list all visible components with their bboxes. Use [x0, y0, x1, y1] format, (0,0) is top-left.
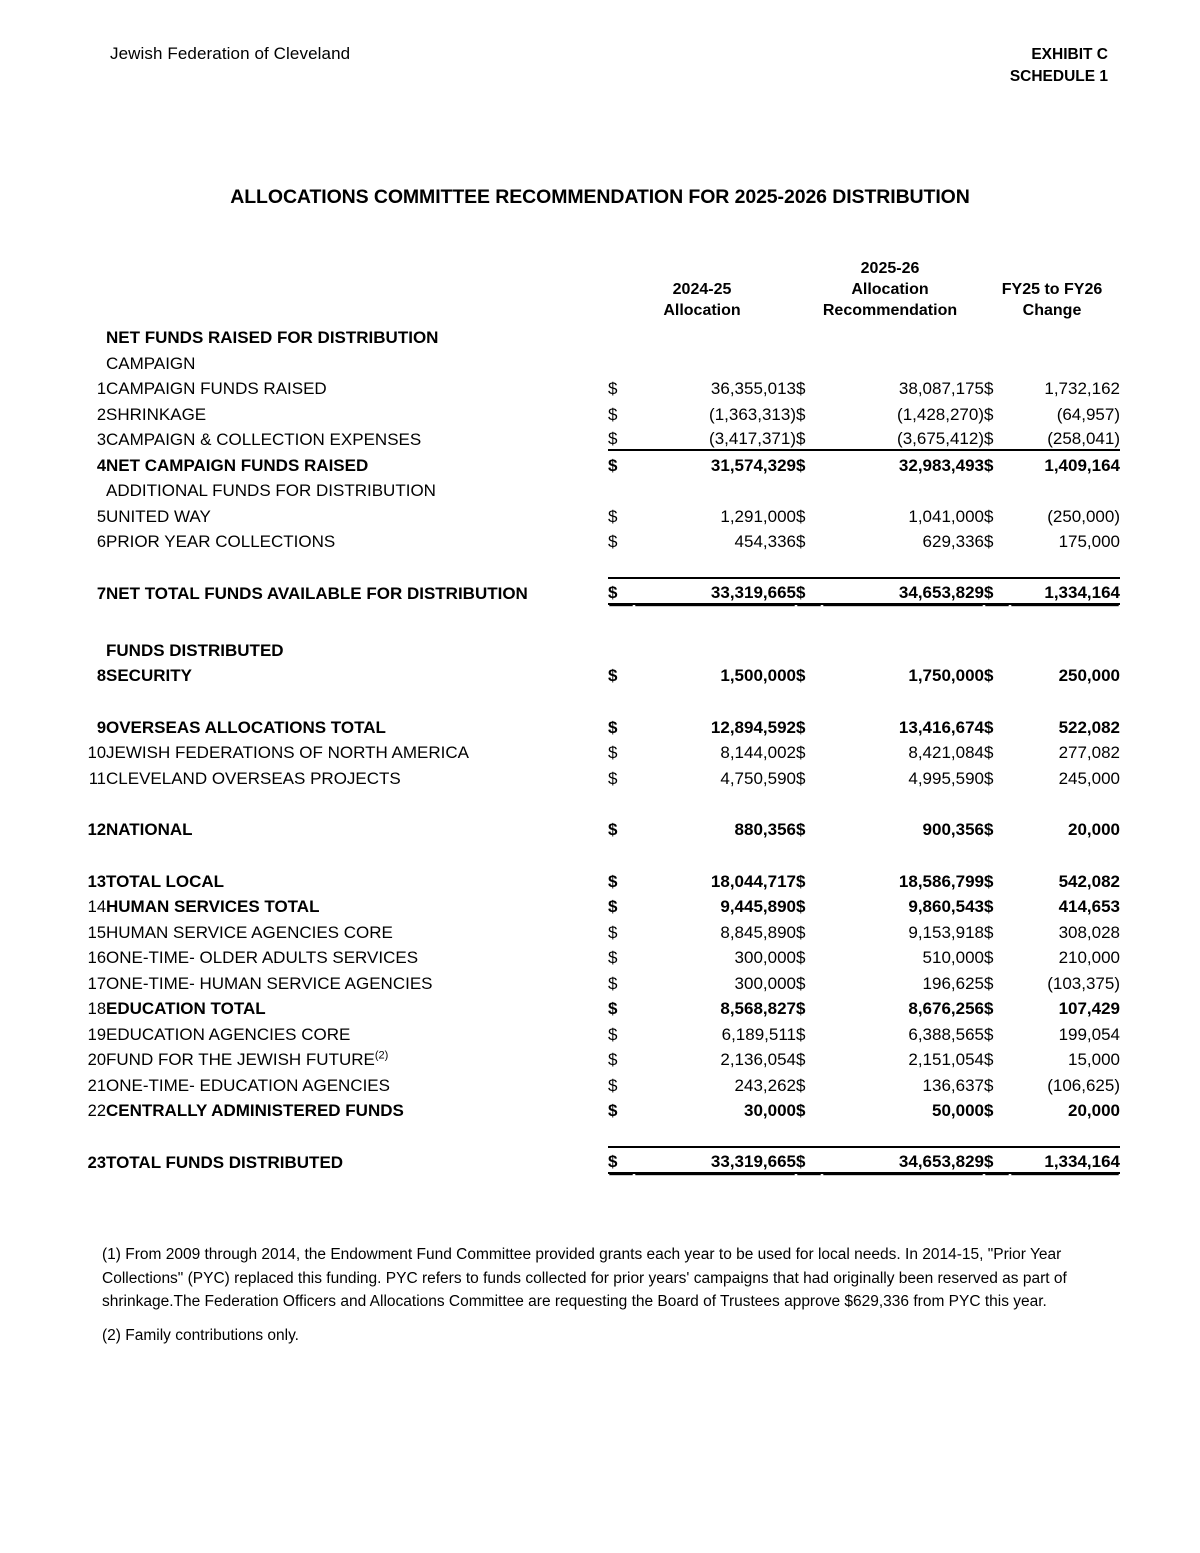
currency-symbol: $ [984, 999, 994, 1018]
currency-symbol: $ [608, 1075, 618, 1095]
exhibit-label: EXHIBIT C [1031, 46, 1108, 63]
row-number: 7 [96, 584, 106, 603]
row-label: PRIOR YEAR COLLECTIONS [106, 532, 336, 551]
spacer [80, 840, 1120, 866]
value-change: 1,334,164 [1010, 578, 1120, 604]
col1-line1: 2024-25 [672, 280, 732, 298]
currency-symbol: $ [984, 717, 994, 737]
value-change: 107,429 [1058, 999, 1121, 1018]
row-number: 17 [87, 974, 106, 993]
row-number: 2 [96, 405, 106, 424]
currency-symbol: $ [608, 578, 634, 604]
currency-symbol: $ [796, 404, 806, 424]
row-number: 5 [96, 507, 106, 526]
currency-symbol: $ [796, 743, 806, 762]
value-2025-26: 136,637 [922, 1075, 984, 1095]
table-row [80, 1096, 1120, 1122]
currency-symbol: $ [796, 532, 806, 551]
currency-symbol: $ [608, 871, 618, 891]
row-number: 22 [87, 1102, 106, 1120]
row-label: CAMPAIGN & COLLECTION EXPENSES [106, 430, 422, 449]
col2-line1: 2025-26 [860, 259, 920, 277]
row-label: CENTRALLY ADMINISTERED FUNDS [106, 1101, 404, 1120]
currency-symbol: $ [984, 897, 994, 916]
subsection-heading-row [80, 348, 1120, 374]
currency-symbol: $ [796, 871, 806, 891]
currency-symbol: $ [984, 1050, 994, 1069]
value-2024-25: 300,000 [734, 973, 796, 993]
value-2025-26: 629,336 [922, 532, 984, 551]
value-2024-25: 454,336 [734, 532, 796, 551]
value-2025-26: 1,041,000 [908, 506, 984, 526]
value-2025-26: 9,153,918 [908, 922, 984, 942]
table-row-total [80, 578, 1120, 604]
row-label: JEWISH FEDERATIONS OF NORTH AMERICA [106, 743, 470, 762]
row-number: 13 [87, 872, 106, 891]
value-change: 1,334,164 [1010, 1147, 1120, 1173]
table-row [80, 374, 1120, 400]
currency-symbol: $ [796, 379, 806, 398]
footnote-2: (2) Family contributions only. [102, 1326, 299, 1344]
value-2025-26: (1,428,270) [897, 404, 984, 424]
value-change: (106,625) [1047, 1075, 1121, 1095]
value-2025-26: 9,860,543 [908, 897, 984, 916]
section-heading-funds-distributed: FUNDS DISTRIBUTED [106, 640, 284, 660]
currency-symbol: $ [608, 379, 618, 398]
value-2025-26: 510,000 [922, 948, 984, 967]
row-label: ONE-TIME- OLDER ADULTS SERVICES [106, 948, 419, 967]
value-change: 1,732,162 [1044, 379, 1121, 398]
table-row [80, 866, 1120, 892]
value-2024-25: 12,894,592 [710, 717, 796, 737]
table-row [80, 994, 1120, 1020]
table-row [80, 1070, 1120, 1096]
value-2025-26: 50,000 [932, 1101, 984, 1120]
row-number: 10 [87, 744, 106, 762]
row-number: 19 [87, 1025, 106, 1044]
value-2025-26: 18,586,799 [898, 871, 984, 891]
currency-symbol: $ [984, 743, 994, 762]
row-label: SHRINKAGE [106, 404, 207, 424]
currency-symbol: $ [796, 1075, 806, 1095]
currency-symbol: $ [984, 871, 994, 891]
value-change: 250,000 [1058, 666, 1121, 685]
row-label [106, 1045, 608, 1071]
row-label: ONE-TIME- EDUCATION AGENCIES [106, 1075, 390, 1095]
table-row [80, 425, 1120, 451]
table-row [80, 399, 1120, 425]
value-2024-25: 243,262 [734, 1075, 796, 1095]
value-change: (103,375) [1047, 973, 1121, 993]
currency-symbol: $ [796, 973, 806, 993]
spacer [80, 1121, 1120, 1147]
table-row [80, 527, 1120, 553]
value-2024-25: 33,319,665 [634, 578, 796, 604]
currency-symbol: $ [984, 1147, 1010, 1173]
currency-symbol: $ [608, 532, 618, 551]
exhibit-schedule-block [1010, 44, 1108, 89]
currency-symbol: $ [984, 532, 994, 551]
value-2025-26: 32,983,493 [822, 450, 984, 476]
row-number: 15 [87, 923, 106, 942]
currency-symbol: $ [608, 1147, 634, 1173]
currency-symbol: $ [796, 948, 806, 967]
col2-line2: Allocation [851, 280, 929, 298]
row-label: CLEVELAND OVERSEAS PROJECTS [106, 768, 401, 788]
currency-symbol: $ [608, 1050, 618, 1069]
row-number: 11 [88, 769, 106, 788]
value-2024-25: 1,291,000 [720, 506, 796, 526]
value-2025-26: 8,676,256 [908, 999, 984, 1018]
table-header-row [80, 243, 1120, 321]
value-change: 414,653 [1058, 897, 1121, 916]
value-change: 15,000 [1068, 1050, 1121, 1069]
currency-symbol: $ [796, 768, 806, 788]
value-2024-25: (1,363,313) [709, 404, 796, 424]
spacer [80, 552, 1120, 578]
currency-symbol: $ [608, 948, 618, 967]
table-row-total [80, 1147, 1120, 1173]
row-number: 6 [96, 533, 106, 551]
currency-symbol: $ [796, 450, 822, 476]
col1-line2: Allocation [663, 301, 741, 319]
value-2024-25: 33,319,665 [634, 1147, 796, 1173]
value-2024-25: 31,574,329 [634, 450, 796, 476]
value-2024-25: 4,750,590 [720, 768, 796, 788]
currency-symbol: $ [608, 404, 618, 424]
page-header [110, 44, 1108, 89]
row-number: 8 [96, 667, 106, 685]
table-row [80, 917, 1120, 943]
value-2024-25: 9,445,890 [720, 897, 796, 916]
currency-symbol: $ [984, 506, 994, 526]
row-label: EDUCATION AGENCIES CORE [106, 1024, 351, 1044]
currency-symbol: $ [984, 768, 994, 788]
value-change: 20,000 [1068, 1101, 1121, 1120]
col3-line2: Change [1022, 301, 1082, 319]
table-row [80, 1045, 1120, 1071]
value-change: 199,054 [1058, 1024, 1121, 1044]
value-change: 522,082 [1058, 717, 1121, 737]
row-label: EDUCATION TOTAL [106, 999, 266, 1018]
value-2025-26: 38,087,175 [898, 379, 984, 398]
allocations-table [80, 243, 1120, 1174]
footnote-marker: (2) [374, 1049, 389, 1062]
value-2025-26: (3,675,412) [897, 429, 984, 448]
row-label: CAMPAIGN FUNDS RAISED [106, 379, 327, 398]
value-2024-25: 2,136,054 [720, 1050, 796, 1069]
row-number: 9 [96, 718, 106, 737]
row-label: TOTAL LOCAL [106, 871, 225, 891]
row-label: OVERSEAS ALLOCATIONS TOTAL [106, 717, 386, 737]
currency-symbol: $ [796, 506, 806, 526]
value-change: 542,082 [1058, 871, 1121, 891]
currency-symbol: $ [796, 1147, 822, 1173]
currency-symbol: $ [608, 429, 618, 448]
currency-symbol: $ [796, 897, 806, 916]
table-row [80, 763, 1120, 789]
row-label-text: FUND FOR THE JEWISH FUTURE [106, 1050, 375, 1069]
currency-symbol: $ [984, 429, 994, 448]
currency-symbol: $ [796, 578, 822, 604]
column-header-2024-25 [608, 243, 796, 321]
value-2025-26: 34,653,829 [822, 578, 984, 604]
value-change: 308,028 [1058, 922, 1121, 942]
currency-symbol: $ [608, 897, 618, 916]
currency-symbol: $ [608, 506, 618, 526]
currency-symbol: $ [608, 999, 618, 1018]
value-2024-25: 36,355,013 [710, 379, 796, 398]
currency-symbol: $ [796, 717, 806, 737]
schedule-label: SCHEDULE 1 [1009, 68, 1108, 86]
value-2024-25: (3,417,371) [709, 429, 796, 448]
value-2025-26: 6,388,565 [908, 1024, 984, 1044]
currency-symbol: $ [984, 948, 994, 967]
page-title: ALLOCATIONS COMMITTEE RECOMMENDATION FOR 2025-2026 DISTRIBUTION [230, 186, 970, 208]
row-label: ONE-TIME- HUMAN SERVICE AGENCIES [106, 973, 433, 993]
currency-symbol: $ [608, 717, 618, 737]
currency-symbol: $ [984, 1024, 994, 1044]
table-row [80, 1019, 1120, 1045]
value-2024-25: 8,845,890 [720, 922, 796, 942]
footnote-1: (1) From 2009 through 2014, the Endowment Fund Committee provided grants each year to be used for local needs. In 2014-15, "Prior Year Collections" (PYC) replaced this funding. PYC refers to funds collected for prior years' campaigns that had originally been reserved as part of shrinkage.The Federation Officers and Allocations Committee are requesting the Board of Trustees approve $629,336 from PYC this year. [102, 1246, 1067, 1311]
value-change: (258,041) [1047, 429, 1121, 448]
organization-name: Jewish Federation of Cleveland [110, 44, 351, 63]
value-2024-25: 18,044,717 [710, 871, 796, 891]
value-2024-25: 880,356 [734, 820, 796, 839]
row-label: NET CAMPAIGN FUNDS RAISED [106, 455, 369, 475]
spacer [80, 686, 1120, 712]
value-change: 210,000 [1058, 948, 1121, 967]
row-number: 3 [96, 431, 106, 449]
row-number: 20 [87, 1051, 106, 1069]
row-number: 21 [87, 1076, 106, 1095]
currency-symbol: $ [796, 1050, 806, 1069]
currency-symbol: $ [984, 578, 1010, 604]
spacer [80, 604, 1120, 634]
currency-symbol: $ [608, 922, 618, 942]
subsection-heading-additional-funds: ADDITIONAL FUNDS FOR DISTRIBUTION [106, 481, 436, 500]
table-row [80, 943, 1120, 969]
row-number: 16 [87, 949, 106, 967]
value-2024-25: 1,500,000 [720, 666, 796, 685]
currency-symbol: $ [796, 999, 806, 1018]
value-change: 20,000 [1068, 820, 1121, 839]
currency-symbol: $ [608, 768, 618, 788]
section-heading-row [80, 634, 1120, 661]
table-row [80, 712, 1120, 738]
row-label: TOTAL FUNDS DISTRIBUTED [106, 1152, 344, 1172]
footnotes [102, 1243, 1114, 1347]
value-change: 245,000 [1058, 768, 1121, 788]
row-number: 4 [96, 456, 106, 475]
row-label: NATIONAL [106, 820, 193, 839]
value-2024-25: 300,000 [734, 948, 796, 967]
value-change: 1,409,164 [1010, 450, 1120, 476]
value-2024-25: 8,568,827 [720, 999, 796, 1018]
value-2025-26: 13,416,674 [898, 717, 984, 737]
value-2024-25: 8,144,002 [720, 743, 796, 762]
col3-line1: FY25 to FY26 [1001, 280, 1103, 298]
currency-symbol: $ [796, 1024, 806, 1044]
currency-symbol: $ [984, 450, 1010, 476]
section-heading-row [80, 321, 1120, 348]
value-2025-26: 34,653,829 [822, 1147, 984, 1173]
currency-symbol: $ [608, 450, 634, 476]
currency-symbol: $ [984, 1101, 994, 1120]
currency-symbol: $ [984, 666, 994, 685]
row-label: NET TOTAL FUNDS AVAILABLE FOR DISTRIBUTION [106, 583, 528, 603]
value-2025-26: 1,750,000 [908, 666, 984, 685]
row-number: 23 [87, 1153, 106, 1172]
column-header-fy25-to-fy26-change [984, 243, 1120, 321]
currency-symbol: $ [608, 1101, 618, 1120]
column-header-2025-26-recommendation [796, 243, 984, 321]
value-2025-26: 196,625 [922, 973, 984, 993]
section-heading-net-funds-raised: NET FUNDS RAISED FOR DISTRIBUTION [106, 328, 439, 347]
col2-line3: Recommendation [822, 301, 958, 319]
value-2025-26: 2,151,054 [908, 1050, 984, 1069]
value-change: 277,082 [1058, 743, 1121, 762]
table-row [80, 892, 1120, 918]
row-number: 18 [87, 1000, 106, 1018]
value-2025-26: 8,421,084 [908, 743, 984, 762]
row-label: HUMAN SERVICE AGENCIES CORE [106, 922, 393, 942]
table-row [80, 501, 1120, 527]
table-row-subtotal [80, 450, 1120, 476]
row-number: 14 [87, 898, 106, 916]
currency-symbol: $ [984, 973, 994, 993]
spacer [80, 789, 1120, 815]
currency-symbol: $ [608, 973, 618, 993]
table-row [80, 815, 1120, 841]
currency-symbol: $ [984, 1075, 994, 1095]
row-number: 1 [96, 380, 106, 398]
currency-symbol: $ [608, 743, 618, 762]
currency-symbol: $ [608, 666, 618, 685]
table-row [80, 661, 1120, 687]
currency-symbol: $ [984, 820, 994, 839]
currency-symbol: $ [796, 1101, 806, 1120]
currency-symbol: $ [608, 820, 618, 839]
value-2024-25: 30,000 [744, 1101, 796, 1120]
currency-symbol: $ [984, 379, 994, 398]
currency-symbol: $ [796, 429, 806, 448]
row-label: UNITED WAY [106, 506, 211, 526]
value-2024-25: 6,189,511 [721, 1024, 796, 1044]
table-row [80, 738, 1120, 764]
value-change: (64,957) [1056, 404, 1121, 424]
value-2025-26: 4,995,590 [908, 768, 984, 788]
subsection-heading-campaign: CAMPAIGN [106, 353, 196, 373]
row-number: 12 [87, 821, 106, 839]
row-label: HUMAN SERVICES TOTAL [106, 897, 320, 916]
subsection-heading-row [80, 476, 1120, 502]
currency-symbol: $ [984, 922, 994, 942]
row-label: SECURITY [106, 666, 192, 685]
currency-symbol: $ [796, 820, 806, 839]
value-change: 175,000 [1058, 532, 1121, 551]
table-row [80, 968, 1120, 994]
currency-symbol: $ [984, 404, 994, 424]
value-change: (250,000) [1047, 506, 1121, 526]
currency-symbol: $ [796, 666, 806, 685]
currency-symbol: $ [796, 922, 806, 942]
value-2025-26: 900,356 [922, 820, 984, 839]
currency-symbol: $ [608, 1024, 618, 1044]
